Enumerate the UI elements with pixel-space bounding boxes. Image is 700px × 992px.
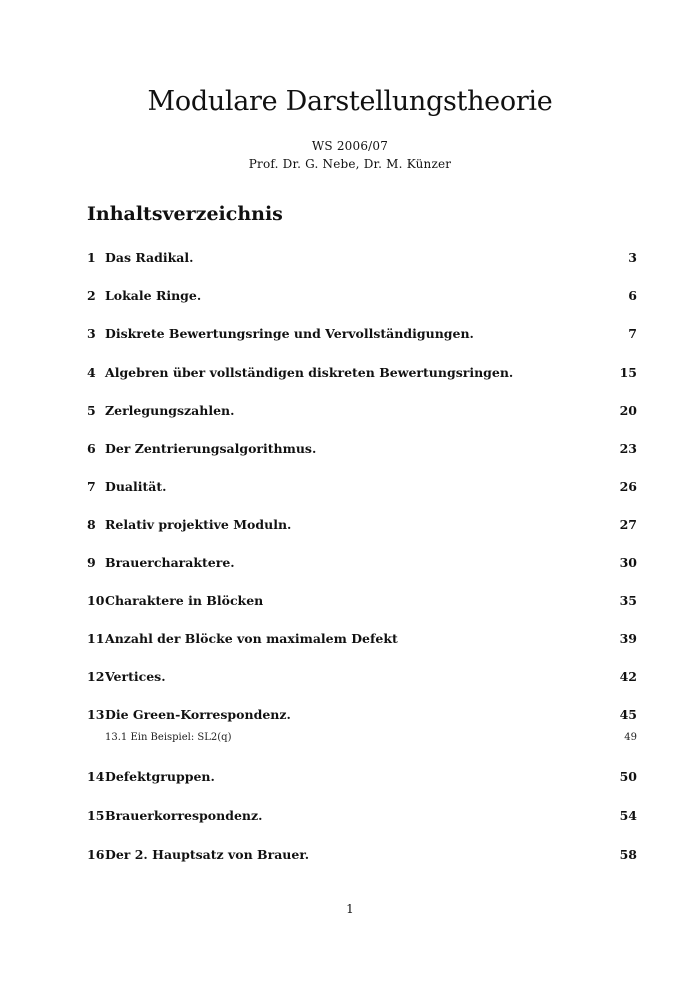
toc-entry[interactable] <box>87 555 637 573</box>
toc-entry-page: 35 <box>619 593 637 608</box>
toc-entry-title: Das Radikal. <box>105 250 194 265</box>
toc-entry-page: 58 <box>619 847 637 862</box>
toc-entry-title: Vertices. <box>105 669 166 684</box>
toc-entry-number: 4 <box>87 365 96 380</box>
toc-entry-number: 9 <box>87 555 96 570</box>
toc-entry-page: 20 <box>619 403 637 418</box>
toc-entry-number: 3 <box>87 326 96 341</box>
toc-entry-number: 1 <box>87 250 96 265</box>
authors-line: Prof. Dr. G. Nebe, Dr. M. Künzer <box>248 157 452 171</box>
toc-entry-number: 5 <box>87 403 96 418</box>
toc-entry[interactable] <box>87 288 637 306</box>
toc-entry-number: 13 <box>87 707 105 722</box>
page-number: 1 <box>346 902 354 916</box>
toc-entry-title: Charaktere in Blöcken <box>105 593 264 608</box>
toc-entry-page: 30 <box>619 555 637 570</box>
toc-entry[interactable] <box>87 479 637 497</box>
toc-entry[interactable] <box>87 631 637 649</box>
toc-subentry[interactable] <box>105 732 637 746</box>
toc-entry-page: 6 <box>628 288 637 303</box>
toc-entry-title: Diskrete Bewertungsringe und Vervollständigungen. <box>105 326 474 341</box>
toc-entry[interactable] <box>87 403 637 421</box>
toc-entry[interactable] <box>87 250 637 268</box>
toc-entry-page: 50 <box>619 769 637 784</box>
semester-line: WS 2006/07 <box>311 139 389 153</box>
toc-entry-number: 10 <box>87 593 105 608</box>
toc-entry-number: 7 <box>87 479 96 494</box>
toc-entry[interactable] <box>87 365 637 383</box>
toc-entry-number: 8 <box>87 517 96 532</box>
toc-entry-title: Anzahl der Blöcke von maximalem Defekt <box>105 631 398 646</box>
toc-subentry-title: 13.1 Ein Beispiel: SL2(q) <box>105 732 232 743</box>
toc-entry-number: 15 <box>87 808 105 823</box>
toc-entry-title: Zerlegungszahlen. <box>105 403 235 418</box>
toc-entry-number: 14 <box>87 769 105 784</box>
toc-entry-page: 27 <box>619 517 637 532</box>
toc-entry-title: Algebren über vollständigen diskreten Bewertungsringen. <box>105 365 514 380</box>
toc-entry[interactable] <box>87 441 637 459</box>
toc-entry-title: Lokale Ringe. <box>105 288 202 303</box>
toc-entry-page: 7 <box>628 326 637 341</box>
toc-entry[interactable] <box>87 769 637 787</box>
toc-entry[interactable] <box>87 707 637 725</box>
toc-entry-title: Die Green-Korrespondenz. <box>105 707 291 722</box>
toc-entry-title: Der 2. Hauptsatz von Brauer. <box>105 847 310 862</box>
toc-entry-number: 11 <box>87 631 105 646</box>
toc-entry-page: 15 <box>619 365 637 380</box>
toc-entry-page: 26 <box>619 479 637 494</box>
toc-entry-number: 12 <box>87 669 105 684</box>
toc-subentry-page: 49 <box>624 732 637 743</box>
toc-entry-title: Der Zentrierungsalgorithmus. <box>105 441 317 456</box>
toc-entry-number: 16 <box>87 847 105 862</box>
toc-entry[interactable] <box>87 593 637 611</box>
toc-entry-title: Brauerkorrespondenz. <box>105 808 263 823</box>
toc-entry[interactable] <box>87 326 637 344</box>
toc-entry-title: Dualität. <box>105 479 167 494</box>
toc-entry-number: 2 <box>87 288 96 303</box>
toc-entry-title: Defektgruppen. <box>105 769 215 784</box>
toc-entry-title: Relativ projektive Moduln. <box>105 517 292 532</box>
toc-entry-page: 39 <box>619 631 637 646</box>
toc-entry-page: 42 <box>619 669 637 684</box>
toc-entry[interactable] <box>87 517 637 535</box>
toc-entry-page: 3 <box>628 250 637 265</box>
toc-heading: Inhaltsverzeichnis <box>87 203 283 225</box>
toc-entry[interactable] <box>87 808 637 826</box>
document-title: Modulare Darstellungstheorie <box>147 86 553 117</box>
toc-entry-page: 54 <box>619 808 637 823</box>
toc-entry-title: Brauercharaktere. <box>105 555 235 570</box>
toc-entry-page: 23 <box>619 441 637 456</box>
toc-entry-number: 6 <box>87 441 96 456</box>
toc-entry-page: 45 <box>619 707 637 722</box>
toc-entry[interactable] <box>87 669 637 687</box>
toc-entry[interactable] <box>87 847 637 865</box>
